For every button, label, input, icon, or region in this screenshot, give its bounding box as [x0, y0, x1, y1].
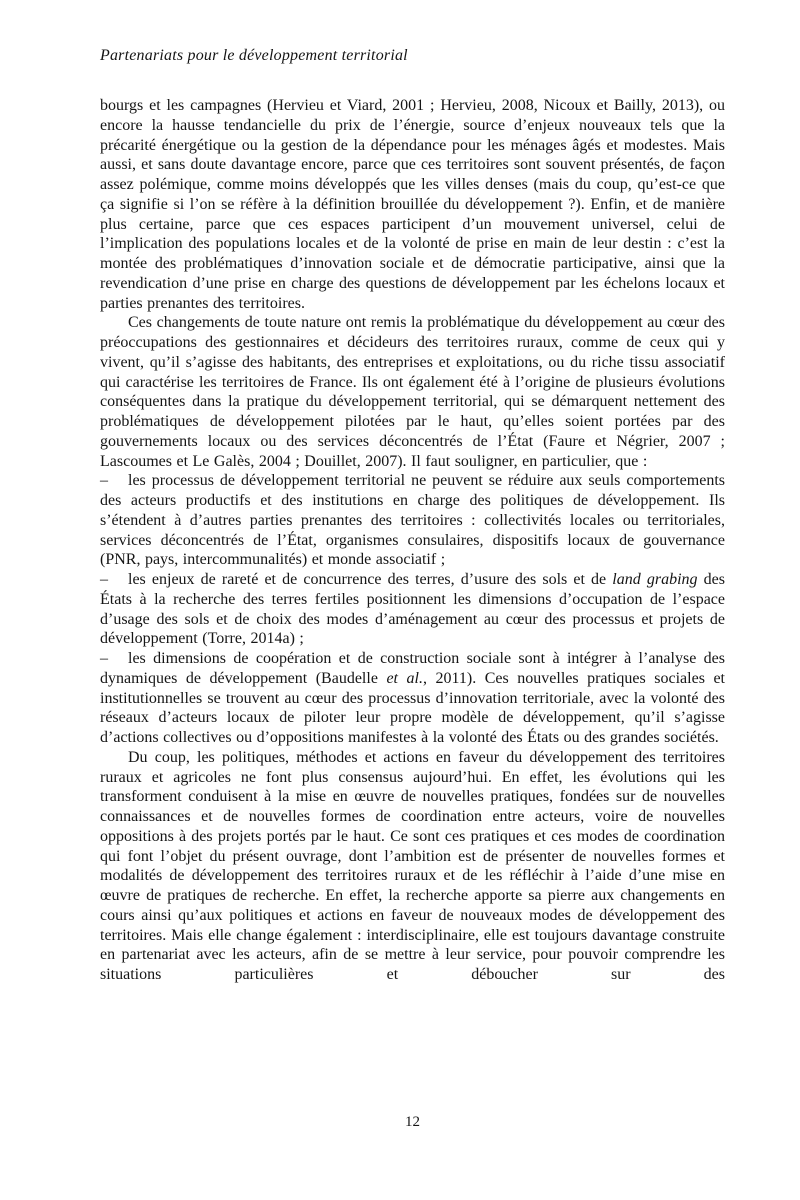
text-segment: les dimensions de coopération et de construction sociale sont à intégrer à l’analyse des dynamiques de développement (Baudelle: [100, 650, 725, 687]
body-text: [100, 96, 725, 985]
text-segment: land grabing: [612, 571, 698, 588]
paragraph: [100, 313, 725, 471]
running-header: Partenariats pour le développement territorial: [100, 47, 408, 64]
bullet-item: [100, 570, 725, 649]
text-segment: Ces changements de toute nature ont remis la problématique du développement au cœur des préoccupations des gestionnaires et décideurs des territoires ruraux, comme de ceux qui y vivent, qu’il s’agisse des habitants, des entreprises et exploitations, ou du riche tissu associatif qui caractérise les territoires de France. Ils ont également été à l’origine de plusieurs évolutions conséquentes dans la pratique du développement territorial, qui se démarquent nettement des problématiques de développement pilotées par le haut, qu’elles soient portées par des gouvernements locaux ou des services déconcentrés de l’État (Faure et Négrier, 2007 ; Lascoumes et Le Galès, 2004 ; Douillet, 2007). Il faut souligner, en particulier, que :: [100, 314, 725, 470]
bullet-dash: –: [100, 650, 108, 667]
text-segment: Du coup, les politiques, méthodes et actions en faveur du développement des territoires ruraux et agricoles ne font plus consensus aujourd’hui. En effet, les évolutions qui les transforment conduisent à la mise en œuvre de nouvelles pratiques, fondées sur de nouvelles connaissances et de nouvelles formes de coordination entre acteurs, voire de nouvelles oppositions à des projets portés par le haut. Ce sont ces pratiques et ces modes de coordination qui font l’objet du présent ouvrage, dont l’ambition est de présenter de nouvelles formes et modalités de développement des territoires ruraux et de les réfléchir à l’aide d’une mise en œuvre de pratiques de recherche. En effet, la recherche apporte sa pierre aux changements en cours ainsi qu’aux politiques et actions en faveur de nouveaux modes de développement des territoires. Mais elle change également : interdisciplinaire, elle est toujours davantage construite en partenariat avec les acteurs, afin de se mettre à leur service, pour pouvoir comprendre les situations particulières et déboucher sur des: [100, 748, 725, 983]
bullet-item: [100, 471, 725, 570]
bullet-text: [100, 571, 725, 647]
text-segment: les processus de développement territorial ne peuvent se réduire aux seuls comportements des acteurs productifs et des institutions en charge des politiques de développement. Ils s’étendent à d’autres parties prenantes des territoires : collectivités locales ou territoriales, services déconcentrés de l’État, organismes consulaires, dispositifs locaux de gouvernance (PNR, pays, intercommunalités) et monde associatif ;: [100, 472, 725, 569]
bullet-item: [100, 649, 725, 748]
bullet-text: [100, 650, 725, 746]
bullet-dash: –: [100, 472, 108, 490]
bullet-text: [100, 472, 725, 568]
paragraph-continuation: [100, 96, 725, 313]
text-segment: , 2011). Ces nouvelles pratiques sociales et institutionnelles se trouvent au cœur des processus d’innovation territoriale, avec la volonté des réseaux d’acteurs locaux de piloter leur propre modèle de développement, qu’il s’agisse d’actions collectives ou d’oppositions manifestes à la volonté des États ou des grandes sociétés.: [100, 669, 725, 746]
text-segment: les enjeux de rareté et de concurrence des terres, d’usure des sols et de: [128, 571, 613, 588]
paragraph: [100, 748, 725, 985]
page-number: 12: [405, 1114, 420, 1130]
text-segment: bourgs et les campagnes (Hervieu et Viard, 2001 ; Hervieu, 2008, Nicoux et Bailly, 2013), ou encore la hausse tendancielle du prix de l’énergie, source d’enjeux nouveaux tels que la précarité énergétique ou la gestion de la dépendance pour les ménages âgés et modestes. Mais aussi, et sans doute davantage encore, parce que ces territoires sont souvent présentés, de façon assez polémique, comme moins développés que les villes denses (mais du coup, qu’est-ce que ça signifie si l’on se réfère à la définition brouillée du développement ?). Enfin, et de manière plus certaine, parce que ces espaces participent d’un mouvement universel, celui de l’implication des populations locales et de la volonté de prise en main de leur destin : c’est la montée des problématiques d’innovation sociale et de démocratie participative, ainsi que la revendication d’une prise en charge des questions de développement par les échelons locaux et parties prenantes des territoires.: [100, 97, 725, 312]
bullet-dash: –: [100, 571, 108, 588]
text-segment: et al.: [386, 669, 423, 687]
text-segment: des États à la recherche des terres fertiles positionnent les dimensions d’occupation de l’espace d’usage des sols et de choix des modes d’aménagement au cœur des processus et projets de développement (Torre, 2014a) ;: [100, 571, 725, 648]
